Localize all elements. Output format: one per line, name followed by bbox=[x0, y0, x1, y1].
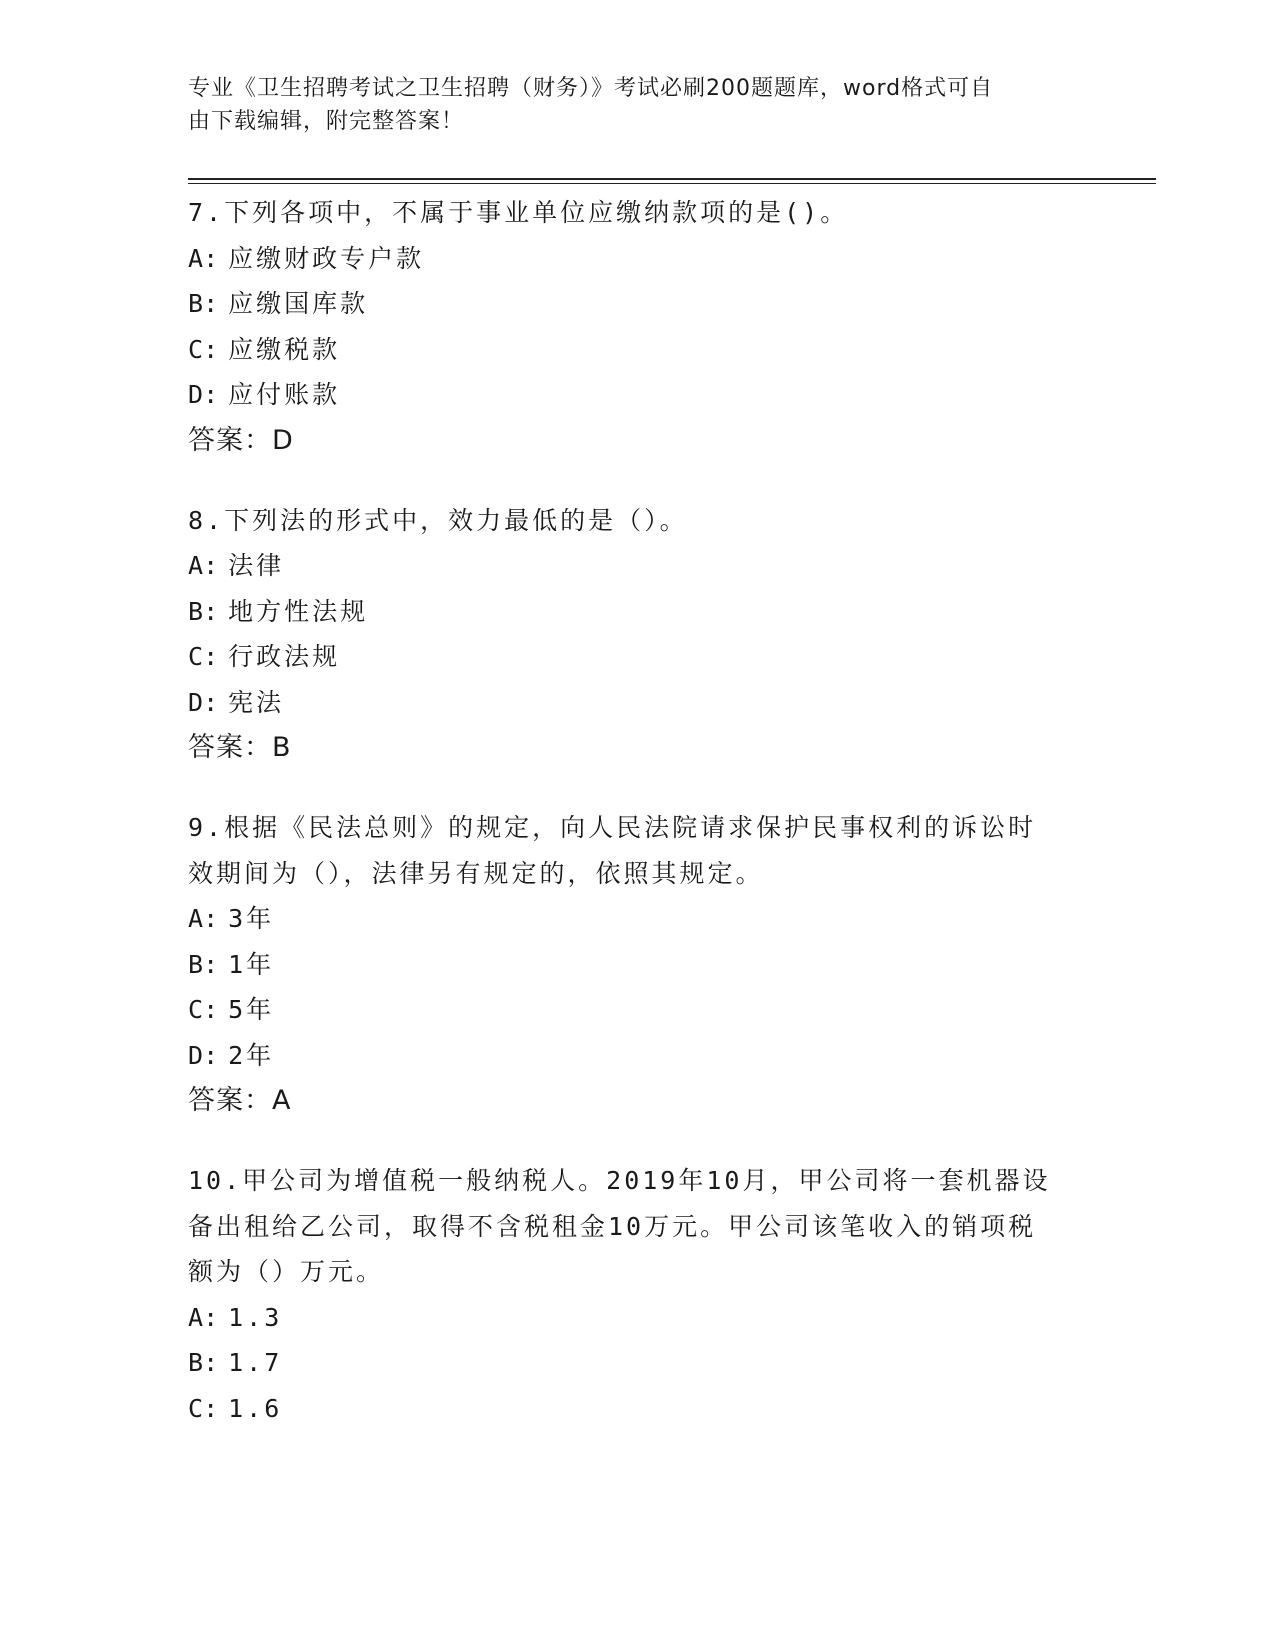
question-stem: 8.下列法的形式中，效力最低的是（）。 bbox=[188, 505, 688, 535]
option-d bbox=[188, 1033, 1088, 1079]
option-separator: : bbox=[203, 949, 219, 979]
option-a bbox=[188, 236, 1088, 282]
question-7 bbox=[188, 190, 1088, 463]
option-c bbox=[188, 987, 1088, 1033]
option-separator: : bbox=[203, 334, 219, 364]
option-separator: : bbox=[203, 596, 219, 626]
option-separator: : bbox=[203, 551, 219, 580]
option-separator: : bbox=[203, 1348, 219, 1377]
option-key: C bbox=[188, 334, 204, 364]
option-separator: : bbox=[203, 1302, 219, 1332]
option-separator: : bbox=[203, 904, 219, 933]
document-header bbox=[188, 72, 1088, 138]
answer-line: 答案：B bbox=[188, 732, 292, 763]
option-a bbox=[188, 543, 1088, 589]
option-a bbox=[188, 896, 1088, 942]
option-text: 应缴税款 bbox=[228, 334, 341, 364]
question-stem: 额为（）万元。 bbox=[188, 1257, 385, 1286]
header-divider-thick bbox=[188, 178, 1156, 180]
option-key: A bbox=[188, 243, 204, 273]
header-line-2: 由下载编辑，附完整答案！ bbox=[188, 109, 465, 134]
option-text: 宪法 bbox=[228, 687, 285, 717]
option-key: B bbox=[188, 596, 204, 626]
option-text: 法律 bbox=[228, 551, 285, 580]
option-separator: : bbox=[203, 243, 219, 273]
option-key: A bbox=[188, 1302, 204, 1332]
option-b bbox=[188, 1340, 1088, 1386]
option-key: A bbox=[188, 551, 204, 580]
option-d bbox=[188, 680, 1088, 726]
option-text: 1.7 bbox=[228, 1348, 283, 1377]
answer-line: 答案：D bbox=[188, 424, 294, 456]
question-list bbox=[188, 190, 1088, 1466]
question-stem: 10.甲公司为增值税一般纳税人。2019年10月，甲公司将一套机器设 bbox=[188, 1166, 1051, 1195]
option-text: 行政法规 bbox=[228, 642, 341, 671]
option-text: 3年 bbox=[228, 904, 275, 933]
header-divider-thin bbox=[188, 183, 1156, 184]
option-c bbox=[188, 1386, 1088, 1432]
option-separator: : bbox=[203, 642, 219, 671]
option-key: D bbox=[188, 380, 204, 409]
option-separator: : bbox=[203, 380, 219, 409]
option-key: B bbox=[188, 1348, 204, 1377]
question-stem: 7.下列各项中，不属于事业单位应缴纳款项的是()。 bbox=[188, 198, 849, 227]
option-text: 5年 bbox=[228, 995, 275, 1024]
option-separator: : bbox=[203, 1040, 219, 1070]
option-text: 1年 bbox=[228, 949, 275, 979]
answer-line: 答案：A bbox=[188, 1085, 292, 1116]
option-text: 1.3 bbox=[228, 1302, 283, 1332]
option-b bbox=[188, 281, 1088, 327]
option-b bbox=[188, 942, 1088, 988]
option-text: 1.6 bbox=[228, 1393, 283, 1423]
option-c bbox=[188, 327, 1088, 373]
option-separator: : bbox=[203, 1393, 219, 1423]
option-b bbox=[188, 589, 1088, 635]
option-separator: : bbox=[203, 995, 219, 1024]
option-text: 应缴财政专户款 bbox=[228, 243, 425, 273]
option-separator: : bbox=[203, 687, 219, 717]
option-key: C bbox=[188, 642, 204, 671]
question-10 bbox=[188, 1158, 1088, 1431]
option-key: D bbox=[188, 1040, 204, 1070]
option-text: 应缴国库款 bbox=[228, 289, 369, 318]
option-text: 地方性法规 bbox=[228, 596, 369, 626]
option-text: 2年 bbox=[228, 1040, 275, 1070]
option-key: A bbox=[188, 904, 204, 933]
question-stem: 备出租给乙公司，取得不含税租金10万元。甲公司该笔收入的销项税 bbox=[188, 1211, 1037, 1241]
option-key: B bbox=[188, 949, 204, 979]
option-key: C bbox=[188, 995, 204, 1024]
question-stem: 9.根据《民法总则》的规定，向人民法院请求保护民事权利的诉讼时 bbox=[188, 813, 1037, 842]
option-text: 应付账款 bbox=[228, 380, 341, 409]
question-8 bbox=[188, 498, 1088, 771]
question-stem: 效期间为（），法律另有规定的，依照其规定。 bbox=[188, 858, 764, 888]
option-key: B bbox=[188, 289, 204, 318]
option-key: D bbox=[188, 687, 204, 717]
option-key: C bbox=[188, 1393, 204, 1423]
option-c bbox=[188, 634, 1088, 680]
option-separator: : bbox=[203, 289, 219, 318]
option-d bbox=[188, 372, 1088, 418]
option-a bbox=[188, 1295, 1088, 1341]
header-line-1: 专业《卫生招聘考试之卫生招聘（财务）》考试必刷200题题库，word格式可自 bbox=[188, 76, 994, 101]
question-9 bbox=[188, 805, 1088, 1123]
